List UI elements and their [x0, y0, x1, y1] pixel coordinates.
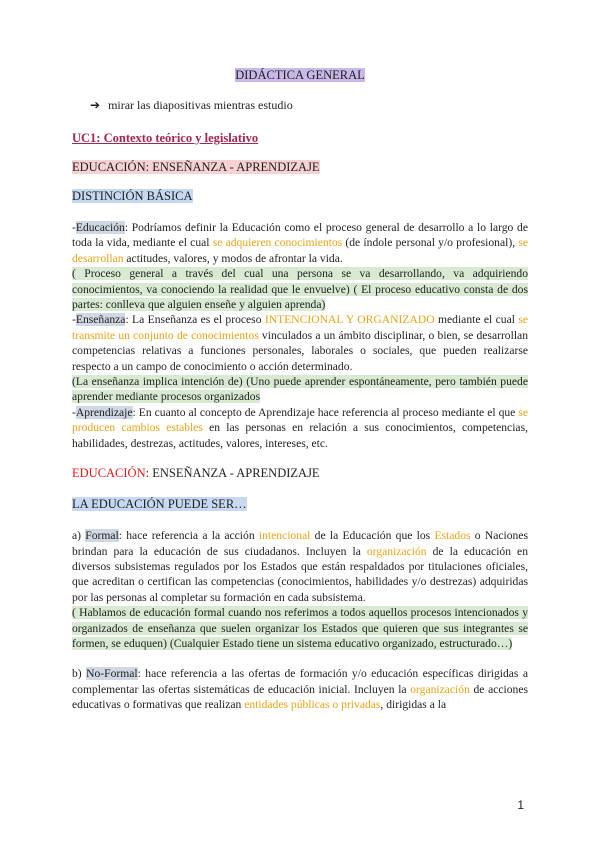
section-heading-education-red	[72, 466, 528, 481]
term-teaching: Enseñanza	[75, 313, 126, 327]
arrow-right-icon: ➔	[90, 98, 101, 112]
text-run: -	[72, 313, 76, 327]
text-run: : hace referencia a la acción	[118, 529, 259, 543]
text-run: : hace referencia a las ofertas de formación y/o educación específicas dirigidas a complementar las ofertas sistemáticas de educación inicial. Incluyen la	[72, 667, 528, 696]
spacer	[72, 651, 528, 666]
text-run: de la Educación que los	[310, 529, 435, 543]
text-run: -	[72, 221, 76, 234]
paragraph-learning	[72, 405, 528, 451]
keyword-highlight: organización	[410, 682, 470, 696]
text-run: en las personas en relación a sus conocimientos, competencias, habilidades, destrezas, actitudes, valores, intereses, etc.	[72, 421, 528, 450]
keyword-highlight: intencional	[258, 529, 311, 543]
keyword-highlight: se transmite un conjunto de conocimientos	[72, 313, 529, 342]
keyword-highlight: se producen cambios estables	[72, 405, 528, 435]
study-note-text: mirar las diapositivas mientras estudio	[108, 98, 293, 112]
heading-keyword: EDUCACIÓN	[72, 466, 146, 481]
unit-heading: UC1: Contexto teórico y legislativo	[72, 131, 259, 145]
title-text: DIDÁCTICA GENERAL	[235, 68, 365, 82]
section-heading-text: EDUCACIÓN: ENSEÑANZA - APRENDIZAJE	[72, 160, 320, 174]
note-formal	[72, 605, 528, 651]
note-text: (La enseñanza implica intención de) (Uno puede aprender espontáneamente, pero también puede aprender mediante procesos organizados	[72, 375, 528, 404]
section-heading-education-types	[72, 497, 528, 512]
document-title	[72, 68, 528, 83]
keyword-highlight: entidades públicas o privadas	[244, 698, 381, 712]
keyword-highlight: se adquieren conocimientos	[212, 236, 343, 250]
keyword-highlight: organización	[366, 544, 427, 558]
text-run: (de índole personal y/o profesional),	[342, 236, 519, 250]
text-run: vinculados a un ámbito disciplinar, o bien, se desarrollan competencias relativas a funciones personales, laborales o sociales, que pueden realizarse respecto a un campo de conocimiento o acción determinado.	[72, 328, 528, 373]
section-heading-education	[72, 160, 528, 175]
text-run: : La Enseñanza es el proceso	[125, 313, 265, 327]
spacer	[72, 451, 528, 466]
keyword-highlight: Estados	[434, 529, 471, 543]
text-run: de acciones educativas o formativas que realizan	[72, 682, 528, 712]
paragraph-education	[72, 220, 528, 266]
text-run: -	[72, 405, 76, 419]
term-education: Educación	[75, 221, 125, 234]
study-note	[90, 98, 528, 113]
keyword-highlight: se desarrollan	[72, 236, 528, 265]
text-run: actitudes, valores, y modos de afrontar la vida.	[123, 251, 343, 265]
keyword-highlight: INTENCIONAL Y ORGANIZADO	[264, 313, 435, 327]
term-non-formal: No-Formal	[86, 667, 138, 681]
note-text: ( Hablamos de educación formal cuando nos referimos a todos aquellos procesos intencionados y organizados de enseñanza que suelen organizar los Estados que quieren que sus integrantes se formen, se eduquen) (Cualquier Estado tiene un sistema educativo organizado, estructurado…)	[72, 606, 528, 650]
text-run: mediante el cual	[434, 313, 519, 327]
section-heading-text: LA EDUCACIÓN PUEDE SER…	[72, 497, 247, 512]
heading-rest: : ENSEÑANZA - APRENDIZAJE	[145, 466, 320, 481]
paragraph-non-formal	[72, 666, 528, 712]
term-learning: Aprendizaje	[75, 405, 133, 419]
term-formal: Formal	[85, 529, 119, 543]
text-run: : En cuanto al concepto de Aprendizaje hace referencia al proceso mediante el que	[132, 405, 519, 419]
paragraph-teaching	[72, 312, 528, 374]
note-text: ( Proceso general a través del cual una persona se va desarrollando, va adquiriendo conocimientos, va conociendo la realidad que le envuelve) ( El proceso educativo consta de dos partes: conlleva que alguien enseñe y alguien aprenda)	[72, 267, 528, 312]
text-run: b)	[72, 667, 87, 681]
text-run: , dirigidas a la	[380, 698, 447, 712]
note-teaching	[72, 374, 528, 405]
section-heading-text: DISTINCIÓN BÁSICA	[72, 189, 193, 203]
text-run: : Podríamos definir la Educación como el proceso general de desarrollo a lo largo de toda la vida, mediante el cual	[72, 221, 528, 250]
page-number: 1	[517, 798, 524, 812]
text-run: a)	[72, 529, 86, 543]
text-run: o Naciones brindan para la educación de sus ciudadanos. Incluyen la	[72, 529, 528, 558]
paragraph-formal	[72, 528, 528, 605]
text-run: de la educación en diversos subsistemas regulados por los Estados que están respaldados por titulaciones oficiales, que acreditan o certifican las competencias (conocimientos, habilidades y/o destrezas) adquiridas por las personas al completar su formación en cada subsistema.	[72, 544, 528, 604]
note-education	[72, 266, 528, 312]
document-body	[72, 68, 528, 713]
section-heading-basic-distinction	[72, 189, 528, 204]
